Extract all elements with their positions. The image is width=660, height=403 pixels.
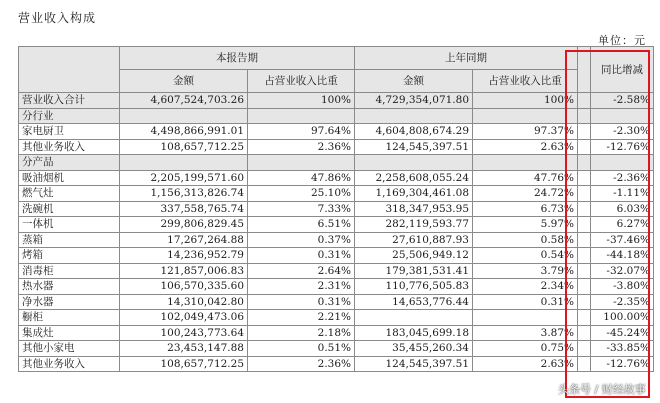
prior-share: 100% [473, 93, 578, 109]
gap-cell [578, 279, 591, 295]
table-row [19, 124, 654, 140]
yoy-change: 6.27% [591, 217, 654, 233]
page-title: 营业收入构成 [18, 11, 97, 25]
prior-amount: 282,119,593.77 [355, 217, 473, 233]
prior-amount: 183,045,699.18 [355, 325, 473, 341]
current-amount: 100,243,773.64 [120, 325, 248, 341]
table-row [19, 170, 654, 186]
gap-cell [578, 201, 591, 217]
current-share: 2.36% [248, 356, 355, 372]
table-row [19, 186, 654, 202]
header-current-share: 占营业收入比重 [248, 70, 355, 93]
current-amount: 23,453,147.88 [120, 341, 248, 357]
current-share: 7.33% [248, 201, 355, 217]
current-amount: 121,857,006.83 [120, 263, 248, 279]
gap-cell [578, 310, 591, 326]
gap-cell [578, 155, 591, 171]
table-row [19, 217, 654, 233]
yoy-change: -1.11% [591, 186, 654, 202]
watermark: 头条号 / 财经故事 [558, 383, 646, 396]
header-yoy-change: 同比增减 [591, 47, 654, 93]
row-label: 营业收入合计 [19, 93, 120, 109]
row-label: 蒸箱 [19, 232, 120, 248]
yoy-change: -2.30% [591, 124, 654, 140]
table-row [19, 279, 654, 295]
section-blank-cell [591, 108, 654, 124]
prior-share: 3.87% [473, 325, 578, 341]
yoy-change: 6.03% [591, 201, 654, 217]
row-label: 集成灶 [19, 325, 120, 341]
current-amount: 17,267,264.88 [120, 232, 248, 248]
header-current-amount: 金额 [120, 70, 248, 93]
current-amount: 108,657,712.25 [120, 356, 248, 372]
gap-cell [578, 139, 591, 155]
prior-share: 6.73% [473, 201, 578, 217]
prior-share: 0.54% [473, 248, 578, 264]
yoy-change: -12.76% [591, 356, 654, 372]
table-row [19, 310, 654, 326]
table-row [19, 263, 654, 279]
current-share: 25.10% [248, 186, 355, 202]
row-label: 洗碗机 [19, 201, 120, 217]
current-amount: 4,607,524,703.26 [120, 93, 248, 109]
section-blank-cell [355, 155, 473, 171]
gap-cell [578, 356, 591, 372]
prior-amount: 124,545,397.51 [355, 139, 473, 155]
table-row [19, 201, 654, 217]
header-blank [19, 47, 120, 93]
header-gap [578, 47, 591, 93]
row-label: 吸油烟机 [19, 170, 120, 186]
yoy-change: -2.35% [591, 294, 654, 310]
gap-cell [578, 248, 591, 264]
header-prior-period: 上年同期 [355, 47, 578, 70]
prior-share: 24.72% [473, 186, 578, 202]
gap-cell [578, 186, 591, 202]
section-label: 分行业 [19, 108, 120, 124]
prior-amount: 27,610,887.93 [355, 232, 473, 248]
prior-share: 3.79% [473, 263, 578, 279]
prior-share [473, 310, 578, 326]
current-amount: 14,236,952.79 [120, 248, 248, 264]
current-share: 0.37% [248, 232, 355, 248]
yoy-change: -45.24% [591, 325, 654, 341]
prior-share: 47.76% [473, 170, 578, 186]
header-prior-share: 占营业收入比重 [473, 70, 578, 93]
current-share: 2.64% [248, 263, 355, 279]
prior-share: 2.63% [473, 356, 578, 372]
yoy-change: -2.36% [591, 170, 654, 186]
row-label: 家电厨卫 [19, 124, 120, 140]
row-label: 其他小家电 [19, 341, 120, 357]
prior-share: 2.63% [473, 139, 578, 155]
row-label: 净水器 [19, 294, 120, 310]
header-current-period: 本报告期 [120, 47, 355, 70]
current-amount: 14,310,042.80 [120, 294, 248, 310]
prior-amount: 110,776,505.83 [355, 279, 473, 295]
gap-cell [578, 170, 591, 186]
row-label: 燃气灶 [19, 186, 120, 202]
table-row [19, 232, 654, 248]
prior-amount: 14,653,776.44 [355, 294, 473, 310]
current-share: 0.51% [248, 341, 355, 357]
row-label: 其他业务收入 [19, 139, 120, 155]
gap-cell [578, 263, 591, 279]
yoy-change: -37.46% [591, 232, 654, 248]
prior-amount: 179,381,531.41 [355, 263, 473, 279]
row-label: 其他业务收入 [19, 356, 120, 372]
table-row [19, 248, 654, 264]
yoy-change: 100.00% [591, 310, 654, 326]
current-share: 2.31% [248, 279, 355, 295]
gap-cell [578, 232, 591, 248]
current-share: 0.31% [248, 294, 355, 310]
row-label: 烤箱 [19, 248, 120, 264]
prior-amount [355, 310, 473, 326]
section-blank-cell [248, 108, 355, 124]
section-blank-cell [473, 155, 578, 171]
yoy-change: -33.85% [591, 341, 654, 357]
section-row [19, 108, 654, 124]
prior-share: 0.31% [473, 294, 578, 310]
prior-share: 0.75% [473, 341, 578, 357]
current-amount: 108,657,712.25 [120, 139, 248, 155]
gap-cell [578, 217, 591, 233]
current-share: 2.21% [248, 310, 355, 326]
prior-amount: 35,455,260.34 [355, 341, 473, 357]
current-amount: 337,558,765.74 [120, 201, 248, 217]
total-row [19, 93, 654, 109]
current-amount: 102,049,473.06 [120, 310, 248, 326]
prior-share: 0.58% [473, 232, 578, 248]
current-amount: 106,570,335.60 [120, 279, 248, 295]
current-share: 47.86% [248, 170, 355, 186]
yoy-change: -12.76% [591, 139, 654, 155]
row-label: 消毒柜 [19, 263, 120, 279]
prior-amount: 4,729,354,071.80 [355, 93, 473, 109]
section-row [19, 155, 654, 171]
prior-share: 2.34% [473, 279, 578, 295]
row-label: 一体机 [19, 217, 120, 233]
current-share: 6.51% [248, 217, 355, 233]
section-label: 分产品 [19, 155, 120, 171]
current-share: 100% [248, 93, 355, 109]
yoy-change: -2.58% [591, 93, 654, 109]
current-share: 97.64% [248, 124, 355, 140]
prior-amount: 124,545,397.51 [355, 356, 473, 372]
current-share: 2.36% [248, 139, 355, 155]
table-row [19, 325, 654, 341]
current-share: 2.18% [248, 325, 355, 341]
gap-cell [578, 124, 591, 140]
current-share: 0.31% [248, 248, 355, 264]
row-label: 热水器 [19, 279, 120, 295]
section-blank-cell [355, 108, 473, 124]
current-amount: 299,806,829.45 [120, 217, 248, 233]
gap-cell [578, 108, 591, 124]
table-row [19, 356, 654, 372]
section-blank-cell [120, 108, 248, 124]
row-label: 橱柜 [19, 310, 120, 326]
section-blank-cell [248, 155, 355, 171]
gap-cell [578, 93, 591, 109]
table-row [19, 139, 654, 155]
prior-share: 97.37% [473, 124, 578, 140]
prior-amount: 318,347,953.95 [355, 201, 473, 217]
prior-amount: 25,506,949.12 [355, 248, 473, 264]
gap-cell [578, 294, 591, 310]
table-row [19, 341, 654, 357]
yoy-change: -32.07% [591, 263, 654, 279]
current-amount: 1,156,313,826.74 [120, 186, 248, 202]
prior-amount: 2,258,608,055.24 [355, 170, 473, 186]
prior-amount: 1,169,304,461.08 [355, 186, 473, 202]
current-amount: 4,498,866,991.01 [120, 124, 248, 140]
header-prior-amount: 金额 [355, 70, 473, 93]
gap-cell [578, 325, 591, 341]
prior-share: 5.97% [473, 217, 578, 233]
gap-cell [578, 341, 591, 357]
current-amount: 2,205,199,571.60 [120, 170, 248, 186]
yoy-change: -44.18% [591, 248, 654, 264]
section-blank-cell [591, 155, 654, 171]
section-blank-cell [473, 108, 578, 124]
revenue-table [18, 46, 654, 372]
unit-label: 单位：元 [598, 34, 646, 47]
table-row [19, 294, 654, 310]
section-blank-cell [120, 155, 248, 171]
yoy-change: -3.80% [591, 279, 654, 295]
prior-amount: 4,604,808,674.29 [355, 124, 473, 140]
